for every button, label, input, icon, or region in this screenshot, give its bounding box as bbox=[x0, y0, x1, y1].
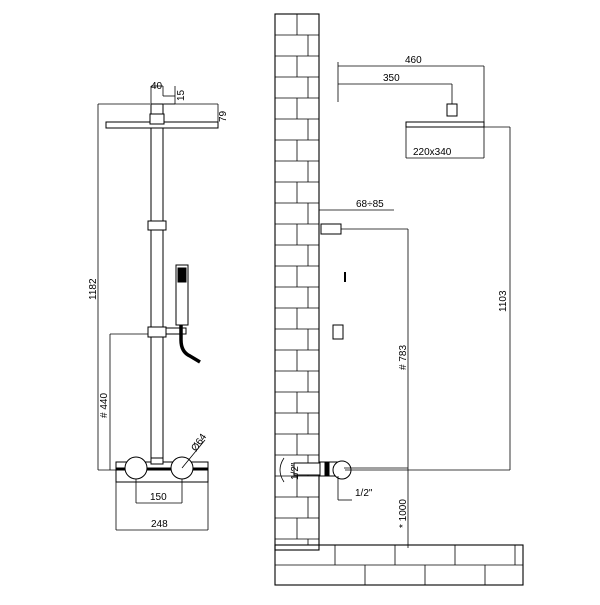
dim-head-size: 220x340 bbox=[413, 147, 452, 158]
pipe-clamp-upper bbox=[148, 221, 166, 230]
dim-valve-width: 248 bbox=[151, 519, 168, 530]
dim-head-height: 1103 bbox=[498, 290, 509, 312]
dim-top-height: 15 bbox=[176, 89, 187, 101]
dim-arm-reach: 460 bbox=[405, 55, 422, 66]
dim-valve-bracket: # 440 bbox=[99, 392, 110, 418]
arm-end-connector bbox=[447, 104, 457, 116]
dim-arm-length: 350 bbox=[383, 73, 400, 84]
holder-side bbox=[333, 325, 343, 339]
dim-valve-diameter: Ø64 bbox=[189, 431, 210, 454]
hand-shower-holder bbox=[166, 328, 186, 334]
front-view bbox=[88, 81, 229, 530]
dim-head-thickness: 79 bbox=[218, 110, 229, 122]
head-connector bbox=[150, 114, 164, 124]
dim-wall-bracket: 68÷85 bbox=[356, 199, 384, 210]
dim-riser-height: # 783 bbox=[398, 344, 409, 370]
hand-shower-face bbox=[178, 268, 186, 282]
dim-top-width: 40 bbox=[151, 81, 163, 92]
side-view bbox=[280, 55, 510, 548]
dim-inlet-bottom: 1/2" bbox=[355, 488, 373, 499]
valve-riser-joint bbox=[151, 458, 163, 464]
pipe-clamp-lower bbox=[148, 327, 166, 337]
ceiling-bracket bbox=[151, 104, 163, 114]
valve-knob-left bbox=[125, 457, 147, 479]
dim-floor-height: * 1000 bbox=[398, 499, 409, 528]
riser-pipe-front bbox=[151, 128, 163, 458]
dim-inlet-left: 1/2" bbox=[290, 462, 301, 480]
dim-valve-centers: 150 bbox=[150, 492, 167, 503]
dim-total-height: 1182 bbox=[88, 278, 99, 300]
wall-bracket bbox=[321, 224, 341, 234]
shower-head-side bbox=[406, 122, 484, 127]
